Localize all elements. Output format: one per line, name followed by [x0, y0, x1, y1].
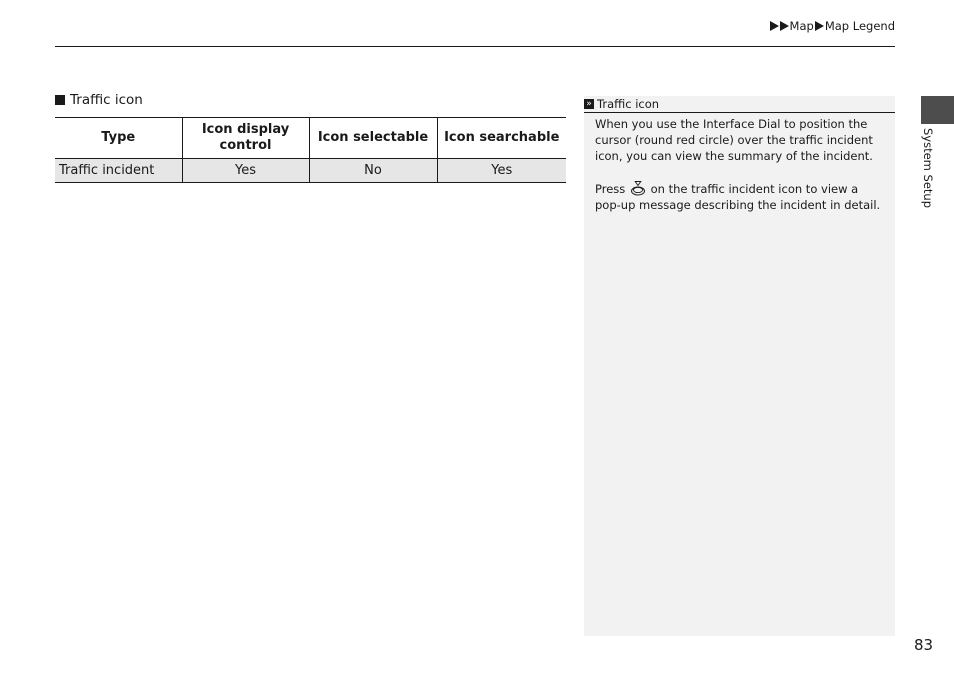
chapter-tab-label: System Setup [921, 128, 935, 209]
header-divider [55, 46, 895, 47]
traffic-icon-table [55, 117, 566, 183]
reference-arrow-icon: » [584, 99, 594, 109]
cell-type: Traffic incident [55, 159, 182, 183]
breadcrumb-arrow-icon [815, 21, 824, 31]
note-paragraph: When you use the Interface Dial to position the cursor (round red circle) over the traffic incident icon, you can view the summary of the incident. [595, 117, 873, 163]
note-text-instruction: on the traffic incident icon to view a pop-up message describing the incident in detail. [595, 182, 881, 212]
note-text-press: Press [595, 182, 626, 196]
cell-icon-selectable: No [309, 159, 437, 183]
breadcrumb-arrow-icon [770, 21, 779, 31]
square-bullet-icon [55, 95, 65, 105]
note-heading [584, 96, 895, 113]
note-heading-text: Traffic icon [597, 97, 660, 111]
interface-dial-press-icon [630, 180, 646, 196]
breadcrumb-item-map-legend[interactable]: Map Legend [824, 19, 895, 33]
section-heading [55, 92, 143, 108]
note-paragraph [595, 180, 887, 213]
breadcrumb-item-map[interactable]: Map [789, 19, 814, 33]
column-header-icon-selectable: Icon selectable [309, 118, 437, 159]
breadcrumb [770, 19, 895, 33]
sidebar-note [584, 96, 895, 636]
table-row [55, 159, 566, 183]
breadcrumb-arrow-icon [780, 21, 789, 31]
column-header-icon-display-control-text: Icon display control [201, 122, 290, 153]
cell-icon-display-control: Yes [182, 159, 309, 183]
note-body [584, 113, 895, 213]
column-header-icon-display-control [182, 118, 309, 159]
column-header-icon-searchable: Icon searchable [437, 118, 566, 159]
page-number: 83 [914, 636, 934, 654]
cell-icon-searchable: Yes [437, 159, 566, 183]
chapter-tab [921, 96, 954, 124]
section-heading-text: Traffic icon [70, 92, 143, 108]
table-header-row [55, 118, 566, 159]
column-header-type: Type [55, 118, 182, 159]
